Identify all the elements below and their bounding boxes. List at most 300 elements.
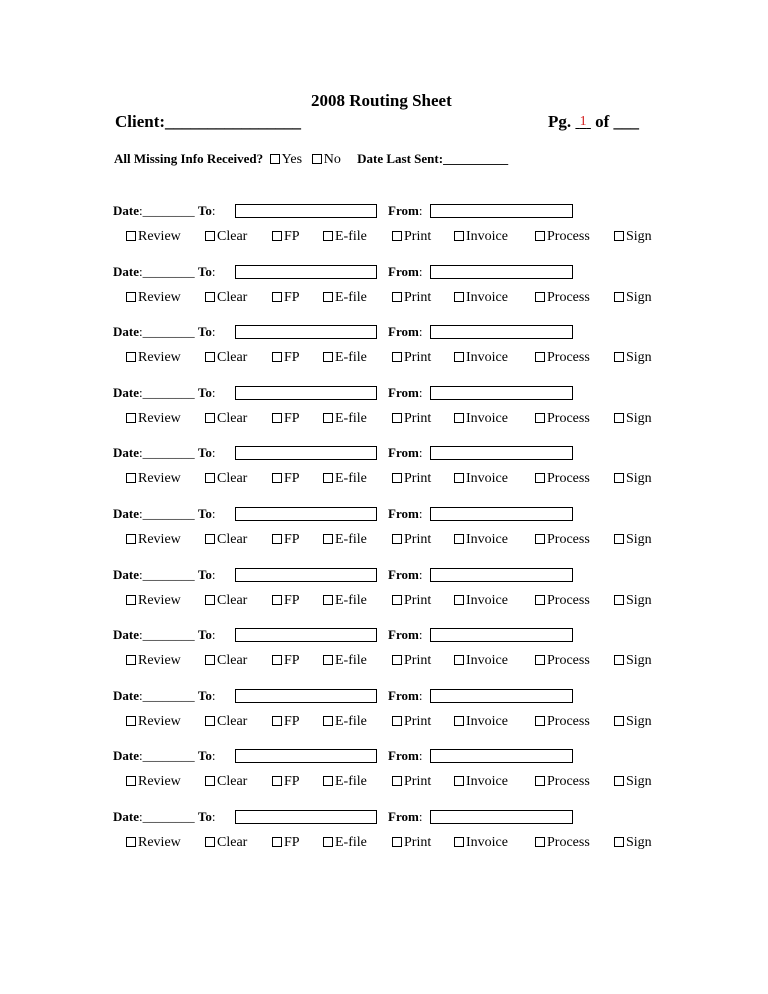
fp-checkbox[interactable]	[272, 716, 282, 726]
sign-option[interactable]	[614, 411, 652, 427]
process-checkbox[interactable]	[535, 776, 545, 786]
from-label-wrap	[388, 809, 422, 825]
fp-option[interactable]	[272, 835, 300, 851]
date-field[interactable]: :________	[139, 567, 195, 582]
invoice-option[interactable]	[454, 593, 508, 609]
missing-info-row	[114, 151, 508, 168]
to-field[interactable]	[235, 628, 377, 642]
review-label: Review	[138, 229, 181, 244]
yes-checkbox[interactable]	[270, 154, 280, 164]
clear-label: Clear	[217, 774, 248, 789]
process-checkbox[interactable]	[535, 473, 545, 483]
sign-option[interactable]	[614, 774, 652, 790]
print-option[interactable]	[392, 290, 431, 306]
print-option[interactable]	[392, 471, 431, 487]
invoice-option[interactable]	[454, 229, 508, 245]
clear-checkbox[interactable]	[205, 231, 215, 241]
to-field[interactable]	[235, 386, 377, 400]
from-label: From	[388, 264, 419, 279]
print-checkbox[interactable]	[392, 655, 402, 665]
fp-option[interactable]	[272, 290, 300, 306]
review-label: Review	[138, 411, 181, 426]
sign-option[interactable]	[614, 714, 652, 730]
print-option[interactable]	[392, 411, 431, 427]
fp-checkbox[interactable]	[272, 473, 282, 483]
from-field[interactable]	[430, 568, 573, 582]
e-file-label: E-file	[335, 593, 367, 608]
e-file-checkbox[interactable]	[323, 655, 333, 665]
process-option[interactable]	[535, 714, 590, 730]
fp-checkbox[interactable]	[272, 413, 282, 423]
from-field[interactable]	[430, 749, 573, 763]
from-label: From	[388, 627, 419, 642]
to-colon: :	[211, 385, 216, 400]
review-label: Review	[138, 774, 181, 789]
sign-option[interactable]	[614, 350, 652, 366]
to-field[interactable]	[235, 265, 377, 279]
review-checkbox[interactable]	[126, 595, 136, 605]
e-file-checkbox[interactable]	[323, 595, 333, 605]
from-label: From	[388, 385, 419, 400]
date-field[interactable]: :________	[139, 688, 195, 703]
print-label: Print	[404, 593, 432, 608]
entry-date-to-label	[113, 324, 215, 340]
clear-checkbox[interactable]	[205, 473, 215, 483]
fp-label: FP	[284, 653, 300, 668]
sign-option[interactable]	[614, 835, 652, 851]
invoice-option[interactable]	[454, 532, 508, 548]
invoice-option[interactable]	[454, 350, 508, 366]
invoice-option[interactable]	[454, 411, 508, 427]
review-option[interactable]	[126, 411, 181, 427]
process-checkbox[interactable]	[535, 231, 545, 241]
sign-label: Sign	[626, 653, 652, 668]
invoice-checkbox[interactable]	[454, 837, 464, 847]
process-option[interactable]	[535, 532, 590, 548]
sign-option[interactable]	[614, 653, 652, 669]
missing-info-label: All Missing Info Received?	[114, 151, 264, 166]
e-file-option[interactable]	[323, 774, 367, 790]
review-checkbox[interactable]	[126, 716, 136, 726]
invoice-checkbox[interactable]	[454, 473, 464, 483]
sign-option[interactable]	[614, 471, 652, 487]
fp-checkbox[interactable]	[272, 352, 282, 362]
sign-checkbox[interactable]	[614, 595, 624, 605]
clear-checkbox[interactable]	[205, 292, 215, 302]
review-option[interactable]	[126, 290, 181, 306]
print-option[interactable]	[392, 532, 431, 548]
sign-checkbox[interactable]	[614, 716, 624, 726]
to-field[interactable]	[235, 568, 377, 582]
clear-option[interactable]	[205, 411, 247, 427]
from-field[interactable]	[430, 446, 573, 460]
e-file-option[interactable]	[323, 350, 367, 366]
print-label: Print	[404, 653, 432, 668]
fp-option[interactable]	[272, 593, 300, 609]
process-label: Process	[547, 532, 590, 547]
e-file-label: E-file	[335, 714, 367, 729]
sign-option[interactable]	[614, 532, 652, 548]
date-field[interactable]: :________	[139, 627, 195, 642]
to-colon: :	[211, 324, 216, 339]
clear-label: Clear	[217, 653, 248, 668]
clear-option[interactable]	[205, 229, 247, 245]
clear-option[interactable]	[205, 471, 247, 487]
review-checkbox[interactable]	[126, 292, 136, 302]
sign-checkbox[interactable]	[614, 473, 624, 483]
to-field[interactable]	[235, 689, 377, 703]
page-title: 2008 Routing Sheet	[311, 91, 452, 110]
e-file-option[interactable]	[323, 229, 367, 245]
clear-label: Clear	[217, 229, 248, 244]
fp-option[interactable]	[272, 350, 300, 366]
process-option[interactable]	[535, 350, 590, 366]
invoice-checkbox[interactable]	[454, 776, 464, 786]
clear-option[interactable]	[205, 774, 247, 790]
from-label-wrap	[388, 264, 422, 280]
invoice-option[interactable]	[454, 714, 508, 730]
review-checkbox[interactable]	[126, 776, 136, 786]
invoice-checkbox[interactable]	[454, 595, 464, 605]
print-checkbox[interactable]	[392, 776, 402, 786]
invoice-label: Invoice	[466, 714, 508, 729]
pg-number-field[interactable]	[575, 112, 591, 131]
fp-label: FP	[284, 229, 300, 244]
sign-checkbox[interactable]	[614, 352, 624, 362]
entry-date-to-label	[113, 748, 215, 764]
invoice-checkbox[interactable]	[454, 413, 464, 423]
clear-checkbox[interactable]	[205, 352, 215, 362]
review-option[interactable]	[126, 774, 181, 790]
invoice-checkbox[interactable]	[454, 655, 464, 665]
entry-date-to-label	[113, 567, 215, 583]
e-file-checkbox[interactable]	[323, 776, 333, 786]
e-file-checkbox[interactable]	[323, 231, 333, 241]
clear-label: Clear	[217, 411, 248, 426]
process-label: Process	[547, 471, 590, 486]
e-file-checkbox[interactable]	[323, 352, 333, 362]
e-file-option[interactable]	[323, 290, 367, 306]
process-option[interactable]	[535, 774, 590, 790]
invoice-checkbox[interactable]	[454, 534, 464, 544]
to-label: To	[197, 567, 212, 582]
date-field[interactable]: :________	[139, 203, 195, 218]
e-file-label: E-file	[335, 411, 367, 426]
process-label: Process	[547, 229, 590, 244]
to-colon: :	[211, 264, 216, 279]
process-option[interactable]	[535, 290, 590, 306]
e-file-option[interactable]	[323, 411, 367, 427]
date-field[interactable]: :________	[139, 264, 195, 279]
clear-option[interactable]	[205, 714, 247, 730]
process-checkbox[interactable]	[535, 292, 545, 302]
review-checkbox[interactable]	[126, 534, 136, 544]
clear-option[interactable]	[205, 350, 247, 366]
from-colon: :	[418, 385, 423, 400]
clear-checkbox[interactable]	[205, 837, 215, 847]
date-field[interactable]: :________	[139, 506, 195, 521]
fp-option[interactable]	[272, 774, 300, 790]
sign-option[interactable]	[614, 229, 652, 245]
date-last-sent[interactable]: Date Last Sent:__________	[357, 151, 509, 166]
review-label: Review	[138, 653, 181, 668]
process-option[interactable]	[535, 229, 590, 245]
invoice-option[interactable]	[454, 835, 508, 851]
print-option[interactable]	[392, 835, 431, 851]
from-label-wrap	[388, 324, 422, 340]
from-label: From	[388, 445, 419, 460]
date-field[interactable]: :________	[139, 445, 195, 460]
date-label: Date	[113, 506, 139, 521]
from-field[interactable]	[430, 265, 573, 279]
clear-checkbox[interactable]	[205, 534, 215, 544]
review-option[interactable]	[126, 229, 181, 245]
from-field[interactable]	[430, 386, 573, 400]
process-label: Process	[547, 653, 590, 668]
invoice-label: Invoice	[466, 229, 508, 244]
fp-option[interactable]	[272, 411, 300, 427]
client-label	[115, 112, 301, 132]
pg-of-label: of ___	[595, 112, 640, 131]
review-checkbox[interactable]	[126, 231, 136, 241]
to-label: To	[197, 264, 212, 279]
review-checkbox[interactable]	[126, 413, 136, 423]
print-checkbox[interactable]	[392, 231, 402, 241]
process-option[interactable]	[535, 593, 590, 609]
no-checkbox[interactable]	[312, 154, 322, 164]
print-checkbox[interactable]	[392, 352, 402, 362]
fp-checkbox[interactable]	[272, 655, 282, 665]
from-field[interactable]	[430, 507, 573, 521]
fp-option[interactable]	[272, 653, 300, 669]
sign-label: Sign	[626, 411, 652, 426]
date-field[interactable]: :________	[139, 385, 195, 400]
clear-option[interactable]	[205, 532, 247, 548]
to-label: To	[197, 203, 212, 218]
e-file-checkbox[interactable]	[323, 473, 333, 483]
print-label: Print	[404, 411, 432, 426]
e-file-label: E-file	[335, 350, 367, 365]
review-option[interactable]	[126, 653, 181, 669]
fp-checkbox[interactable]	[272, 231, 282, 241]
clear-checkbox[interactable]	[205, 595, 215, 605]
invoice-checkbox[interactable]	[454, 352, 464, 362]
sign-checkbox[interactable]	[614, 292, 624, 302]
e-file-label: E-file	[335, 471, 367, 486]
print-option[interactable]	[392, 593, 431, 609]
e-file-label: E-file	[335, 290, 367, 305]
to-label: To	[197, 688, 212, 703]
from-field[interactable]	[430, 628, 573, 642]
invoice-checkbox[interactable]	[454, 292, 464, 302]
date-label: Date	[113, 324, 139, 339]
sign-label: Sign	[626, 593, 652, 608]
process-checkbox[interactable]	[535, 655, 545, 665]
e-file-checkbox[interactable]	[323, 837, 333, 847]
review-label: Review	[138, 835, 181, 850]
sign-label: Sign	[626, 532, 652, 547]
date-field[interactable]: :________	[139, 324, 195, 339]
sign-checkbox[interactable]	[614, 534, 624, 544]
clear-option[interactable]	[205, 290, 247, 306]
fp-label: FP	[284, 714, 300, 729]
print-checkbox[interactable]	[392, 292, 402, 302]
to-colon: :	[211, 627, 216, 642]
review-option[interactable]	[126, 593, 181, 609]
from-label-wrap	[388, 506, 422, 522]
e-file-option[interactable]	[323, 532, 367, 548]
to-colon: :	[211, 506, 216, 521]
to-field[interactable]	[235, 446, 377, 460]
to-colon: :	[211, 445, 216, 460]
date-label: Date	[113, 445, 139, 460]
date-label: Date	[113, 203, 139, 218]
review-checkbox[interactable]	[126, 837, 136, 847]
date-label: Date	[113, 688, 139, 703]
invoice-option[interactable]	[454, 653, 508, 669]
sign-checkbox[interactable]	[614, 655, 624, 665]
date-label: Date	[113, 264, 139, 279]
to-field[interactable]	[235, 810, 377, 824]
pg-number-value: 1	[579, 114, 587, 129]
from-label: From	[388, 688, 419, 703]
to-label: To	[197, 385, 212, 400]
review-checkbox[interactable]	[126, 473, 136, 483]
clear-checkbox[interactable]	[205, 776, 215, 786]
to-field[interactable]	[235, 507, 377, 521]
print-option[interactable]	[392, 714, 431, 730]
print-option[interactable]	[392, 229, 431, 245]
process-checkbox[interactable]	[535, 595, 545, 605]
sign-option[interactable]	[614, 593, 652, 609]
clear-option[interactable]	[205, 593, 247, 609]
invoice-checkbox[interactable]	[454, 716, 464, 726]
e-file-option[interactable]	[323, 593, 367, 609]
to-label: To	[197, 506, 212, 521]
e-file-checkbox[interactable]	[323, 534, 333, 544]
fp-checkbox[interactable]	[272, 776, 282, 786]
from-label: From	[388, 748, 419, 763]
process-option[interactable]	[535, 471, 590, 487]
print-checkbox[interactable]	[392, 716, 402, 726]
invoice-option[interactable]	[454, 471, 508, 487]
e-file-checkbox[interactable]	[323, 413, 333, 423]
fp-checkbox[interactable]	[272, 837, 282, 847]
from-field[interactable]	[430, 689, 573, 703]
from-field[interactable]	[430, 325, 573, 339]
to-colon: :	[211, 748, 216, 763]
to-label: To	[197, 748, 212, 763]
clear-checkbox[interactable]	[205, 413, 215, 423]
date-label: Date	[113, 748, 139, 763]
e-file-option[interactable]	[323, 835, 367, 851]
process-checkbox[interactable]	[535, 352, 545, 362]
sign-label: Sign	[626, 229, 652, 244]
client-field[interactable]: ________________	[165, 112, 302, 131]
from-field[interactable]	[430, 810, 573, 824]
fp-option[interactable]	[272, 532, 300, 548]
print-option[interactable]	[392, 350, 431, 366]
print-option[interactable]	[392, 653, 431, 669]
fp-label: FP	[284, 835, 300, 850]
clear-option[interactable]	[205, 835, 247, 851]
process-option[interactable]	[535, 653, 590, 669]
print-option[interactable]	[392, 774, 431, 790]
fp-checkbox[interactable]	[272, 292, 282, 302]
print-checkbox[interactable]	[392, 413, 402, 423]
sign-label: Sign	[626, 290, 652, 305]
sign-checkbox[interactable]	[614, 231, 624, 241]
to-label: To	[197, 809, 212, 824]
invoice-checkbox[interactable]	[454, 231, 464, 241]
to-field[interactable]	[235, 749, 377, 763]
e-file-option[interactable]	[323, 471, 367, 487]
print-label: Print	[404, 714, 432, 729]
e-file-checkbox[interactable]	[323, 292, 333, 302]
sign-checkbox[interactable]	[614, 776, 624, 786]
sign-checkbox[interactable]	[614, 413, 624, 423]
invoice-option[interactable]	[454, 290, 508, 306]
e-file-checkbox[interactable]	[323, 716, 333, 726]
process-option[interactable]	[535, 835, 590, 851]
fp-option[interactable]	[272, 229, 300, 245]
from-field[interactable]	[430, 204, 573, 218]
print-label: Print	[404, 350, 432, 365]
e-file-option[interactable]	[323, 653, 367, 669]
fp-option[interactable]	[272, 471, 300, 487]
process-checkbox[interactable]	[535, 534, 545, 544]
fp-checkbox[interactable]	[272, 595, 282, 605]
print-checkbox[interactable]	[392, 837, 402, 847]
sign-checkbox[interactable]	[614, 837, 624, 847]
review-checkbox[interactable]	[126, 655, 136, 665]
process-checkbox[interactable]	[535, 837, 545, 847]
invoice-option[interactable]	[454, 774, 508, 790]
print-label: Print	[404, 290, 432, 305]
e-file-option[interactable]	[323, 714, 367, 730]
print-label: Print	[404, 229, 432, 244]
to-field[interactable]	[235, 325, 377, 339]
from-label-wrap	[388, 445, 422, 461]
review-option[interactable]	[126, 714, 181, 730]
process-label: Process	[547, 593, 590, 608]
review-option[interactable]	[126, 532, 181, 548]
process-option[interactable]	[535, 411, 590, 427]
to-field[interactable]	[235, 204, 377, 218]
review-checkbox[interactable]	[126, 352, 136, 362]
review-option[interactable]	[126, 471, 181, 487]
from-label-wrap	[388, 567, 422, 583]
from-colon: :	[418, 627, 423, 642]
print-checkbox[interactable]	[392, 595, 402, 605]
print-checkbox[interactable]	[392, 534, 402, 544]
fp-option[interactable]	[272, 714, 300, 730]
clear-checkbox[interactable]	[205, 716, 215, 726]
process-checkbox[interactable]	[535, 716, 545, 726]
review-option[interactable]	[126, 835, 181, 851]
review-label: Review	[138, 593, 181, 608]
process-checkbox[interactable]	[535, 413, 545, 423]
date-field[interactable]: :________	[139, 748, 195, 763]
date-field[interactable]: :________	[139, 809, 195, 824]
clear-option[interactable]	[205, 653, 247, 669]
clear-label: Clear	[217, 471, 248, 486]
clear-checkbox[interactable]	[205, 655, 215, 665]
fp-checkbox[interactable]	[272, 534, 282, 544]
print-checkbox[interactable]	[392, 473, 402, 483]
review-option[interactable]	[126, 350, 181, 366]
sign-option[interactable]	[614, 290, 652, 306]
